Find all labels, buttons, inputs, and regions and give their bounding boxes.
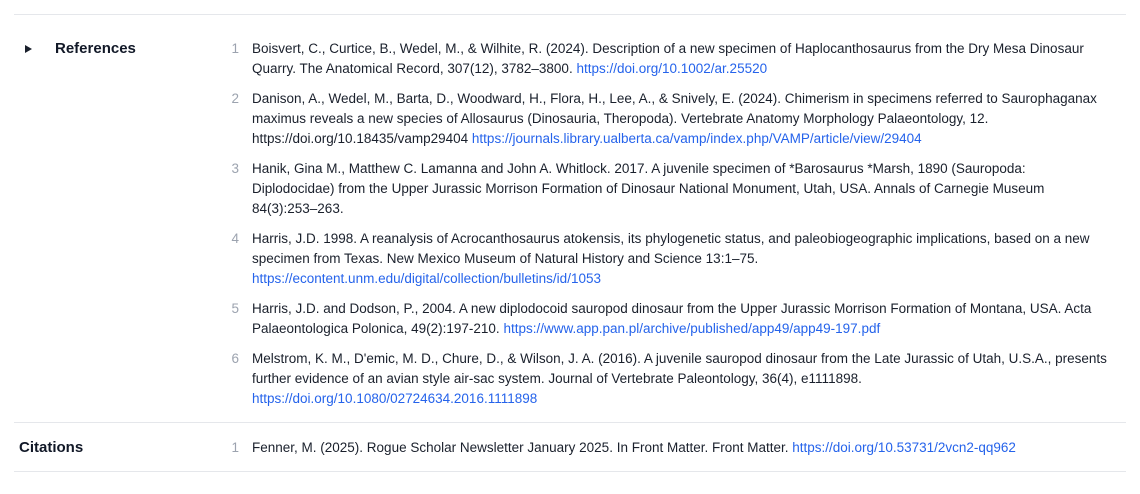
references-heading: References	[55, 40, 136, 57]
reference-number: 5	[231, 301, 239, 316]
reference-item	[219, 39, 1110, 79]
reference-number: 3	[231, 161, 239, 176]
citations-section-left	[14, 438, 219, 458]
reference-text: Hanik, Gina M., Matthew C. Lamanna and John A. Whitlock. 2017. A juvenile specimen of *Barosaurus *Marsh, 1890 (Sauropoda: Diplodocidae) from the Upper Jurassic Morrison Formation of Dinosaur National Monument, Utah, USA. Annals of Carnegie Museum 84(3):253–263.	[252, 161, 1045, 216]
reference-number: 1	[231, 440, 239, 455]
references-section	[14, 15, 1126, 422]
reference-link[interactable]: https://econtent.unm.edu/digital/collection/bulletins/id/1053	[252, 271, 601, 286]
reference-link[interactable]: https://doi.org/10.1080/02724634.2016.1111898	[252, 391, 538, 406]
citations-list	[219, 438, 1126, 458]
reference-number: 6	[231, 351, 239, 366]
reference-link[interactable]: https://doi.org/10.53731/2vcn2-qq962	[792, 440, 1016, 455]
citations-heading: Citations	[19, 439, 84, 456]
reference-item	[219, 159, 1110, 219]
citations-section	[14, 423, 1126, 471]
reference-item	[219, 299, 1110, 339]
references-toggle[interactable]	[14, 39, 136, 59]
reference-item	[219, 438, 1110, 458]
reference-item	[219, 89, 1110, 149]
reference-text: Harris, J.D. 1998. A reanalysis of Acrocanthosaurus atokensis, its phylogenetic status, and paleobiogeographic implications, based on a new specimen from Texas. New Mexico Museum of Natural History and Science 13:1–75. https://econtent.unm.edu/digital/collection/bulletins/id/1053	[252, 231, 1090, 286]
reference-text: Danison, A., Wedel, M., Barta, D., Woodward, H., Flora, H., Lee, A., & Snively, E. (2024). Chimerism in specimens referred to Saurophaganax maximus reveals a new species of Allosaurus (Dinosauria, Theropoda). Vertebrate Anatomy Morphology Palaeontology, 12. https://doi.org/10.18435/vamp29404 https://journals.library.ualberta.ca/vamp/index.php/VAMP/article/view/29404	[252, 91, 1097, 146]
divider-bottom	[14, 471, 1126, 472]
references-list	[219, 39, 1126, 409]
reference-text: Harris, J.D. and Dodson, P., 2004. A new diplodocoid sauropod dinosaur from the Upper Jurassic Morrison Formation of Montana, USA. Acta Palaeontologica Polonica, 49(2):197-210. https://www.app.pan.pl/archive/published/app49/app49-197.pdf	[252, 301, 1092, 336]
reference-item	[219, 349, 1110, 409]
references-section-left	[14, 39, 219, 59]
reference-number: 2	[231, 91, 239, 106]
reference-link[interactable]: https://doi.org/10.1002/ar.25520	[576, 61, 768, 76]
reference-text: Boisvert, C., Curtice, B., Wedel, M., & Wilhite, R. (2024). Description of a new specimen of Haplocanthosaurus from the Dry Mesa Dinosaur Quarry. The Anatomical Record, 307(12), 3782–3800. https://doi.org/10.1002/ar.25520	[252, 41, 1084, 76]
reference-text: Melstrom, K. M., D'emic, M. D., Chure, D., & Wilson, J. A. (2016). A juvenile sauropod dinosaur from the Late Jurassic of Utah, U.S.A., presents further evidence of an avian style air-sac system. Journal of Vertebrate Paleontology, 36(4), e1111898. https://doi.org/10.1080/02724634.2016.1111898	[252, 351, 1107, 406]
reference-text: Fenner, M. (2025). Rogue Scholar Newsletter January 2025. In Front Matter. Front Matter. https://doi.org/10.53731/2vcn2-qq962	[252, 440, 1016, 455]
reference-link[interactable]: https://journals.library.ualberta.ca/vamp/index.php/VAMP/article/view/29404	[471, 131, 922, 146]
disclosure-triangle-icon[interactable]	[25, 45, 32, 53]
reference-number: 1	[231, 41, 239, 56]
reference-number: 4	[231, 231, 239, 246]
reference-item	[219, 229, 1110, 289]
reference-link[interactable]: https://www.app.pan.pl/archive/published/app49/app49-197.pdf	[503, 321, 881, 336]
